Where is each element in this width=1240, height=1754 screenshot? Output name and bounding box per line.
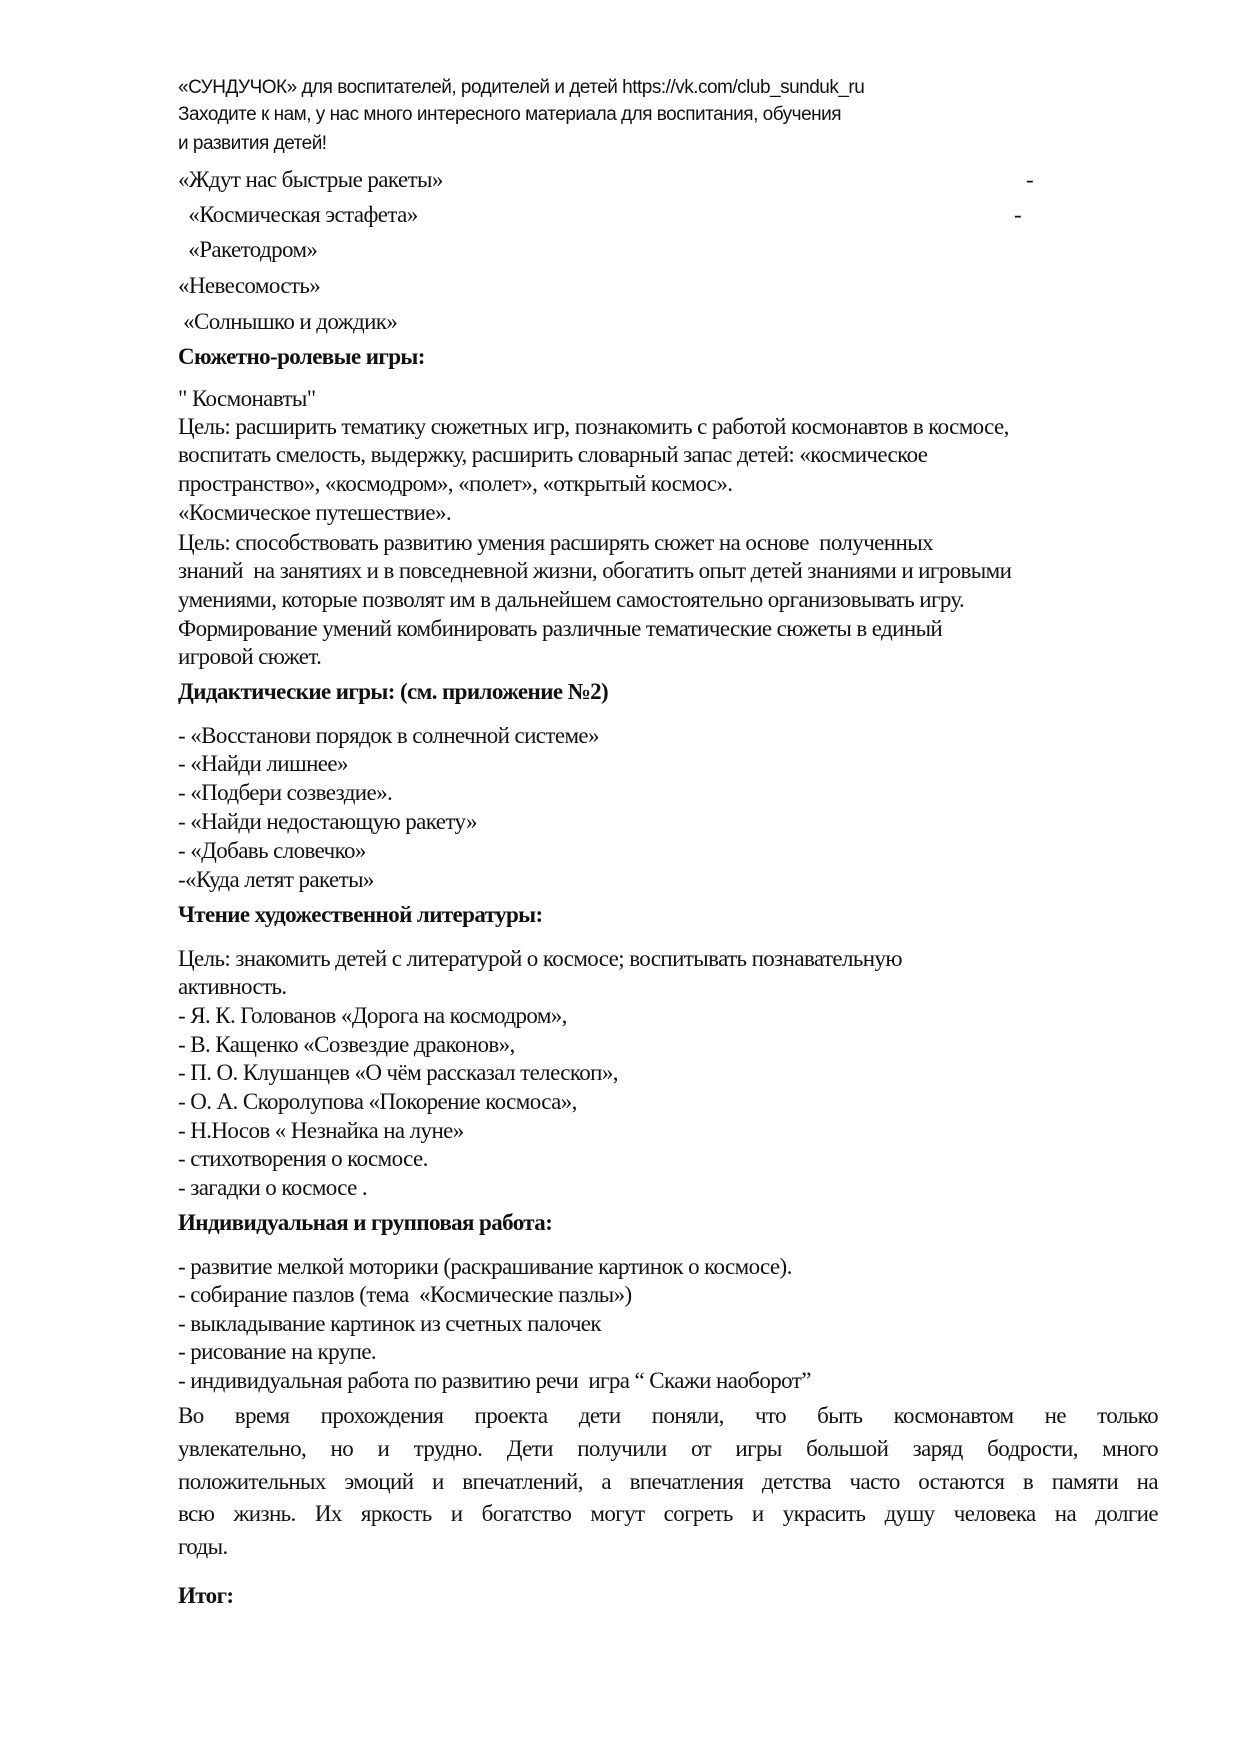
list-item: - П. О. Клушанцев «О чём рассказал телескоп», [178,1060,618,1085]
game-item: «Невесомость» [178,273,321,298]
list-item: - развитие мелкой моторики (раскрашивание картинок о космосе). [178,1254,792,1279]
list-item: - Н.Носов « Незнайка на луне» [178,1118,464,1143]
text-line: пространство», «космодром», «полет», «открытый космос». [178,471,733,496]
role-games-heading: Сюжетно-ролевые игры: [178,344,425,369]
game-item: «Космическая эстафета» [178,202,418,227]
individual-work-heading: Индивидуальная и групповая работа: [178,1210,553,1235]
list-item: -«Куда летят ракеты» [178,867,374,892]
game-item: «Солнышко и дождик» [178,309,398,334]
text-line: воспитать смелость, выдержку, расширить словарный запас детей: «космическое [178,442,928,467]
text-line: Цель: знакомить детей с литературой о космосе; воспитывать познавательную [178,946,902,971]
header-line-3: и развития детей! [178,133,327,154]
header-line-1: «СУНДУЧОК» для воспитателей, родителей и детей https://vk.com/club_sunduk_ru [178,77,865,98]
dash-mark: - [1026,167,1034,192]
list-item: - рисование на крупе. [178,1339,377,1364]
conclusion-line: положительных эмоций и впечатлений, а впечатления детства часто остаются в памяти на [178,1469,1158,1494]
list-item: - индивидуальная работа по развитию речи игра “ Скажи наоборот” [178,1368,811,1393]
list-item: - выкладывание картинок из счетных палочек [178,1311,601,1336]
list-item: - загадки о космосе . [178,1175,368,1200]
text-line: «Космическое путешествие». [178,500,451,525]
list-item: - «Восстанови порядок в солнечной системе» [178,723,599,748]
conclusion-line: всю жизнь. Их яркость и богатство могут согреть и украсить душу человека на долгие [178,1501,1158,1526]
list-item: - «Добавь словечко» [178,838,366,863]
result-heading: Итог: [178,1583,234,1608]
text-line: активность. [178,974,287,999]
game-item: «Ракетодром» [178,237,318,262]
text-line: игровой сюжет. [178,644,322,669]
list-item: - В. Кащенко «Созвездие драконов», [178,1032,515,1057]
list-item: - собирание пазлов (тема «Космические пазлы») [178,1282,632,1307]
list-item: - «Найди лишнее» [178,751,348,776]
conclusion-line: увлекательно, но и трудно. Дети получили от игры большой заряд бодрости, много [178,1436,1158,1461]
text-line: Формирование умений комбинировать различные тематические сюжеты в единый [178,616,943,641]
text-line: умениями, которые позволят им в дальнейшем самостоятельно организовывать игру. [178,587,965,612]
text-line: знаний на занятиях и в повседневной жизни, обогатить опыт детей знаниями и игровыми [178,558,1012,583]
text-line: Цель: способствовать развитию умения расширять сюжет на основе полученных [178,530,933,555]
reading-heading: Чтение художественной литературы: [178,902,543,927]
list-item: - стихотворения о космосе. [178,1146,428,1171]
conclusion-line: Во время прохождения проекта дети поняли, что быть космонавтом не только [178,1403,1158,1428]
conclusion-line: годы. [178,1534,228,1559]
text-line: Цель: расширить тематику сюжетных игр, познакомить с работой космонавтов в космосе, [178,414,1009,439]
text-line: " Космонавты" [178,386,316,411]
list-item: - «Подбери созвездие». [178,780,393,805]
dash-mark: - [1014,202,1022,227]
didactic-games-heading: Дидактические игры: (см. приложение №2) [178,679,609,704]
game-item: «Ждут нас быстрые ракеты» [178,167,443,192]
list-item: - О. А. Скоролупова «Покорение космоса», [178,1089,577,1114]
header-line-2: Заходите к нам, у нас много интересного материала для воспитания, обучения [178,104,842,125]
list-item: - Я. К. Голованов «Дорога на космодром», [178,1003,567,1028]
list-item: - «Найди недостающую ракету» [178,809,477,834]
